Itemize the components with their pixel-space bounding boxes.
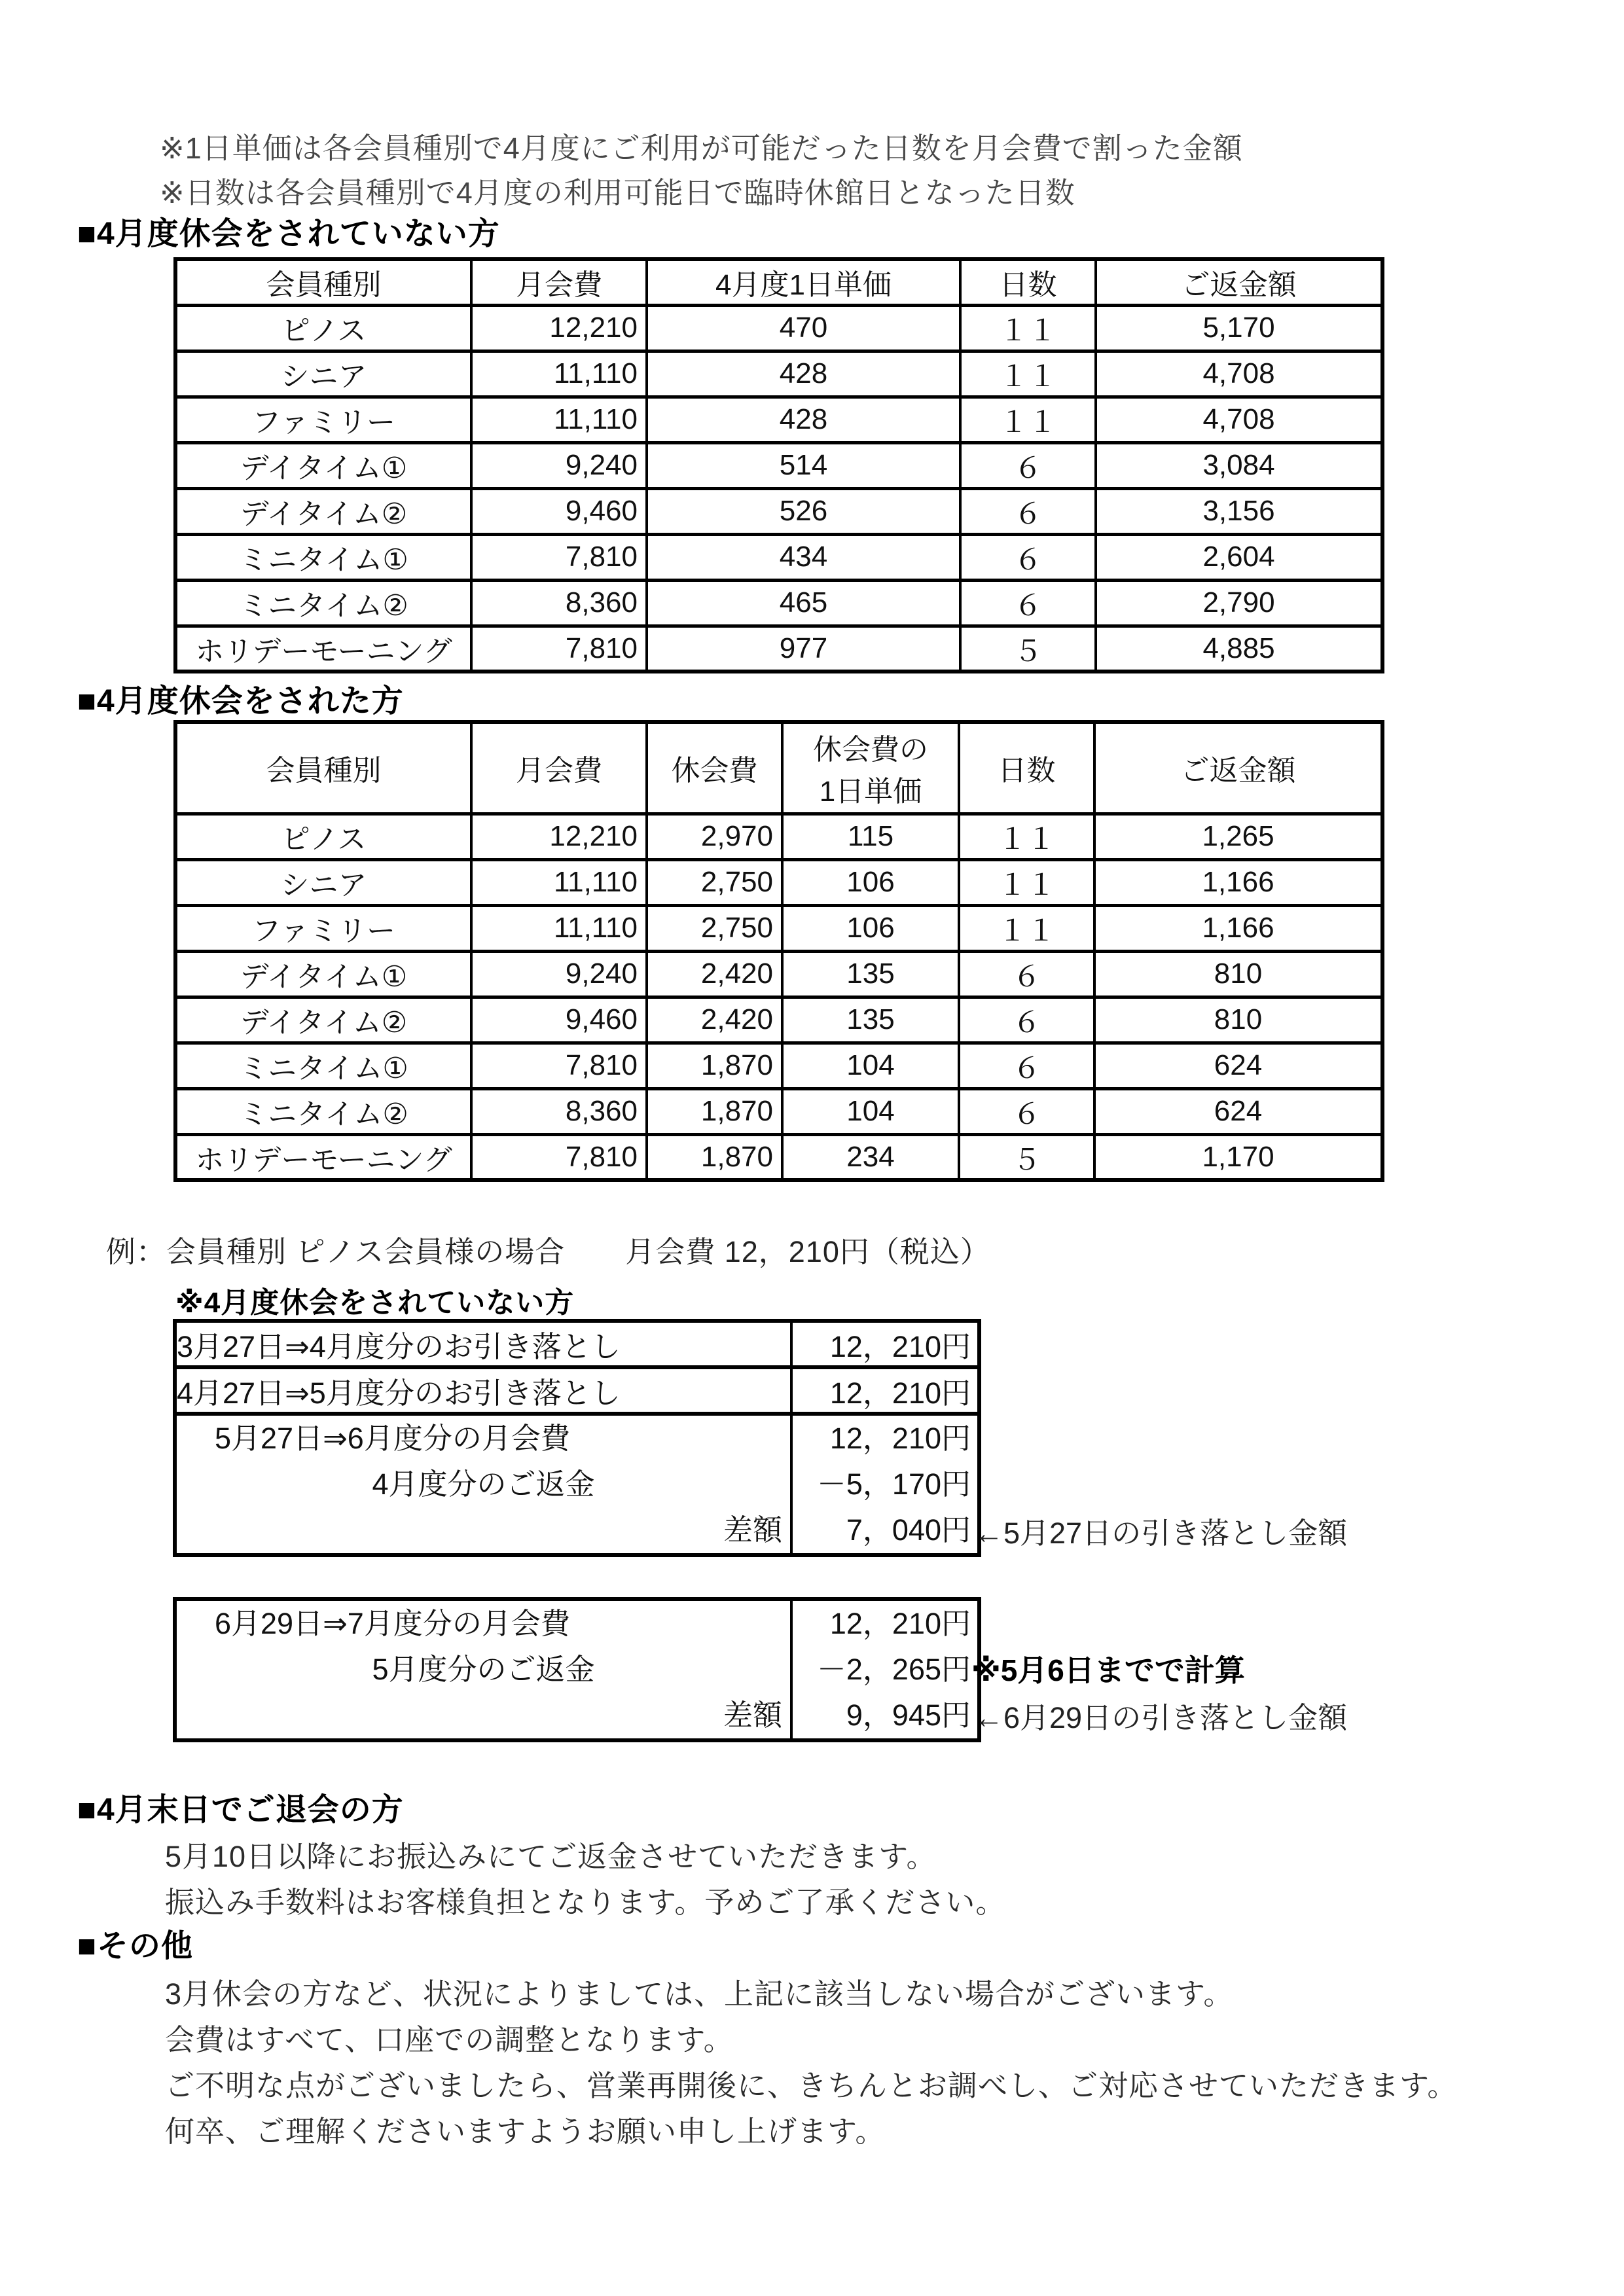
membership-table-leave	[173, 720, 1384, 1182]
table-row	[175, 814, 1382, 859]
breakdown-labels	[175, 1599, 791, 1740]
header-cell-days: 日数	[959, 722, 1094, 814]
table-cell: 2,750	[647, 859, 782, 905]
table-cell: 1,265	[1094, 814, 1382, 859]
section-heading-withdrawal: ■4月末日でご退会の方	[77, 1793, 404, 1827]
table-cell: 810	[1094, 997, 1382, 1043]
table-cell: 12,210	[471, 305, 647, 351]
table-cell: 810	[1094, 951, 1382, 997]
table-cell: ミニタイム②	[175, 580, 471, 626]
table-cell: 7,810	[471, 1043, 647, 1088]
table-cell: 624	[1094, 1043, 1382, 1088]
other-body-line: ご不明な点がございましたら、営業再開後に、きちんとお調べし、ご対応させていただきます。	[165, 2069, 1458, 2102]
table-cell: ミニタイム②	[175, 1088, 471, 1134]
example-table-june-debit	[173, 1597, 981, 1742]
table-cell: １１	[959, 859, 1094, 905]
annotation-may27-debit: ←5月27日の引き落とし金額	[974, 1516, 1348, 1550]
table-cell: 1,166	[1094, 859, 1382, 905]
difference-value: 7，040円	[846, 1513, 971, 1547]
table-cell: ６	[960, 534, 1096, 580]
table-cell: デイタイム②	[175, 488, 471, 534]
membership-table-no-leave	[173, 257, 1384, 673]
table-row	[175, 1134, 1382, 1180]
table-cell: 7,810	[471, 534, 647, 580]
section-heading-other: ■その他	[77, 1929, 193, 1964]
table-row	[175, 997, 1382, 1043]
header-cell-daily-rate: 4月度1日単価	[647, 259, 960, 305]
note-line-unit-price: ※1日単価は各会員種別で4月度にご利用が可能だった日数を月会費で割った金額	[160, 132, 1243, 165]
section-heading-no-leave: ■4月度休会をされていない方	[77, 217, 500, 251]
table-cell: 2,604	[1096, 534, 1382, 580]
table-cell: 9,240	[471, 442, 647, 488]
table-cell: １１	[960, 305, 1096, 351]
table-row	[175, 351, 1382, 397]
table-cell: 1,166	[1094, 905, 1382, 951]
table-cell: 106	[782, 859, 959, 905]
table-cell: 3,156	[1096, 488, 1382, 534]
row-value: 12，210円	[791, 1367, 979, 1414]
table-row	[175, 397, 1382, 442]
table-cell: 4,708	[1096, 351, 1382, 397]
other-body-line: 何卒、ご理解くださいますようお願い申し上げます。	[165, 2115, 886, 2148]
breakdown-labels	[175, 1414, 791, 1555]
header-cell-member-type: 会員種別	[175, 722, 471, 814]
example-table-debit-schedule	[173, 1319, 981, 1557]
table-cell: 1,870	[647, 1088, 782, 1134]
table-row	[175, 859, 1382, 905]
table-cell: 106	[782, 905, 959, 951]
table-cell: ファミリー	[175, 905, 471, 951]
table-cell: 9,240	[471, 951, 647, 997]
table-cell: 11,110	[471, 397, 647, 442]
table-cell: 1,170	[1094, 1134, 1382, 1180]
table-cell: １１	[960, 397, 1096, 442]
table-cell: 11,110	[471, 351, 647, 397]
table-cell: ホリデーモーニング	[175, 1134, 471, 1180]
table-row	[175, 580, 1382, 626]
header-cell-member-type: 会員種別	[175, 259, 471, 305]
table-cell: ミニタイム①	[175, 1043, 471, 1088]
table-cell: １１	[960, 351, 1096, 397]
table-row	[175, 1043, 1382, 1088]
example-title: 例：会員種別 ピノス会員様の場合 月会費 12，210円（税込）	[106, 1235, 990, 1268]
header-cell-leave-daily-rate: 休会費の 1日単価	[782, 722, 959, 814]
table-body	[175, 814, 1382, 1180]
withdrawal-body-line: 5月10日以降にお振込みにてご返金させていただきます。	[165, 1840, 937, 1873]
example-row	[175, 1367, 979, 1414]
header-cell-monthly-fee: 月会費	[471, 722, 647, 814]
table-cell: 11,110	[471, 905, 647, 951]
table-cell: ６	[959, 951, 1094, 997]
table-header-row	[175, 722, 1382, 814]
breakdown-values	[791, 1414, 979, 1555]
table-cell: 1,870	[647, 1134, 782, 1180]
table-cell: ６	[959, 1088, 1094, 1134]
table-cell: シニア	[175, 859, 471, 905]
annotation-june29-debit: ←6月29日の引き落とし金額	[974, 1701, 1348, 1734]
table-row	[175, 626, 1382, 672]
table-cell: 977	[647, 626, 960, 672]
table-cell: 465	[647, 580, 960, 626]
table-cell: 1,870	[647, 1043, 782, 1088]
table-cell: ６	[959, 997, 1094, 1043]
table-cell: デイタイム①	[175, 442, 471, 488]
row-value: 12，210円	[829, 1422, 971, 1455]
table-cell: ピノス	[175, 814, 471, 859]
row-label: 3月27日⇒4月度分のお引き落とし	[175, 1321, 791, 1367]
example-subheading: ※4月度休会をされていない方	[175, 1287, 575, 1319]
breakdown-values	[791, 1599, 979, 1740]
table-cell: 434	[647, 534, 960, 580]
table-row	[175, 951, 1382, 997]
header-cell-refund: ご返金額	[1094, 722, 1382, 814]
table-row	[175, 488, 1382, 534]
withdrawal-body-line: 振込み手数料はお客様負担となります。予めご了承ください。	[165, 1886, 1006, 1919]
table-cell: 234	[782, 1134, 959, 1180]
row-value: 12，210円	[791, 1321, 979, 1367]
difference-label: 差額	[723, 1513, 782, 1547]
table-cell: ホリデーモーニング	[175, 626, 471, 672]
table-cell: 8,360	[471, 1088, 647, 1134]
section-heading-leave: ■4月度休会をされた方	[77, 684, 404, 719]
example-row	[175, 1321, 979, 1367]
other-body-line: 3月休会の方など、状況によりましては、上記に該当しない場合がございます。	[165, 1977, 1234, 2011]
table-cell: 4,885	[1096, 626, 1382, 672]
table-cell: 4,708	[1096, 397, 1382, 442]
table-cell: 428	[647, 397, 960, 442]
table-row	[175, 305, 1382, 351]
table-cell: 104	[782, 1043, 959, 1088]
table-cell: 104	[782, 1088, 959, 1134]
table-cell: 9,460	[471, 997, 647, 1043]
table-cell: ６	[960, 488, 1096, 534]
row-value: －5，170円	[816, 1467, 971, 1501]
table-cell: 3,084	[1096, 442, 1382, 488]
table-cell: 8,360	[471, 580, 647, 626]
table-cell: デイタイム①	[175, 951, 471, 997]
annotation-calc-until-may6: ※5月6日までで計算	[971, 1653, 1245, 1687]
row-label: 4月27日⇒5月度分のお引き落とし	[175, 1367, 791, 1414]
table-cell: 2,790	[1096, 580, 1382, 626]
row-value: －2，265円	[816, 1653, 971, 1686]
example-row-breakdown	[175, 1599, 979, 1740]
table-cell: ピノス	[175, 305, 471, 351]
table-cell: 12,210	[471, 814, 647, 859]
header-cell-days: 日数	[960, 259, 1096, 305]
table-cell: 135	[782, 951, 959, 997]
table-cell: 428	[647, 351, 960, 397]
difference-label: 差額	[723, 1698, 782, 1732]
table-cell: ６	[960, 442, 1096, 488]
other-body-line: 会費はすべて、口座での調整となります。	[165, 2023, 734, 2056]
table-cell: １１	[959, 905, 1094, 951]
header-cell-monthly-fee: 月会費	[471, 259, 647, 305]
table-cell: ６	[959, 1043, 1094, 1088]
table-cell: 470	[647, 305, 960, 351]
table-cell: 115	[782, 814, 959, 859]
table-cell: 526	[647, 488, 960, 534]
table-cell: 514	[647, 442, 960, 488]
table-body	[175, 305, 1382, 672]
table-cell: ファミリー	[175, 397, 471, 442]
table-header-row	[175, 259, 1382, 305]
row-label: 5月27日⇒6月度分の月会費	[215, 1422, 570, 1455]
table-cell: 7,810	[471, 626, 647, 672]
table-cell: ５	[960, 626, 1096, 672]
row-label: 4月度分のご返金	[372, 1467, 595, 1501]
row-label: 6月29日⇒7月度分の月会費	[215, 1607, 570, 1640]
table-cell: 624	[1094, 1088, 1382, 1134]
header-cell-leave-fee: 休会費	[647, 722, 782, 814]
difference-value: 9，945円	[846, 1698, 971, 1732]
table-cell: 2,420	[647, 997, 782, 1043]
row-label: 5月度分のご返金	[372, 1653, 595, 1686]
table-cell: 11,110	[471, 859, 647, 905]
table-cell: 9,460	[471, 488, 647, 534]
example-row-breakdown	[175, 1414, 979, 1555]
table-cell: １１	[959, 814, 1094, 859]
table-row	[175, 905, 1382, 951]
header-cell-refund: ご返金額	[1096, 259, 1382, 305]
table-cell: デイタイム②	[175, 997, 471, 1043]
table-cell: 7,810	[471, 1134, 647, 1180]
table-cell: ５	[959, 1134, 1094, 1180]
table-cell: 5,170	[1096, 305, 1382, 351]
table-cell: ６	[960, 580, 1096, 626]
note-line-days: ※日数は各会員種別で4月度の利用可能日で臨時休館日となった日数	[160, 176, 1075, 209]
row-value: 12，210円	[829, 1607, 971, 1640]
table-row	[175, 442, 1382, 488]
table-cell: ミニタイム①	[175, 534, 471, 580]
table-cell: 2,420	[647, 951, 782, 997]
table-cell: 2,970	[647, 814, 782, 859]
table-row	[175, 534, 1382, 580]
table-cell: シニア	[175, 351, 471, 397]
table-cell: 2,750	[647, 905, 782, 951]
table-row	[175, 1088, 1382, 1134]
table-cell: 135	[782, 997, 959, 1043]
